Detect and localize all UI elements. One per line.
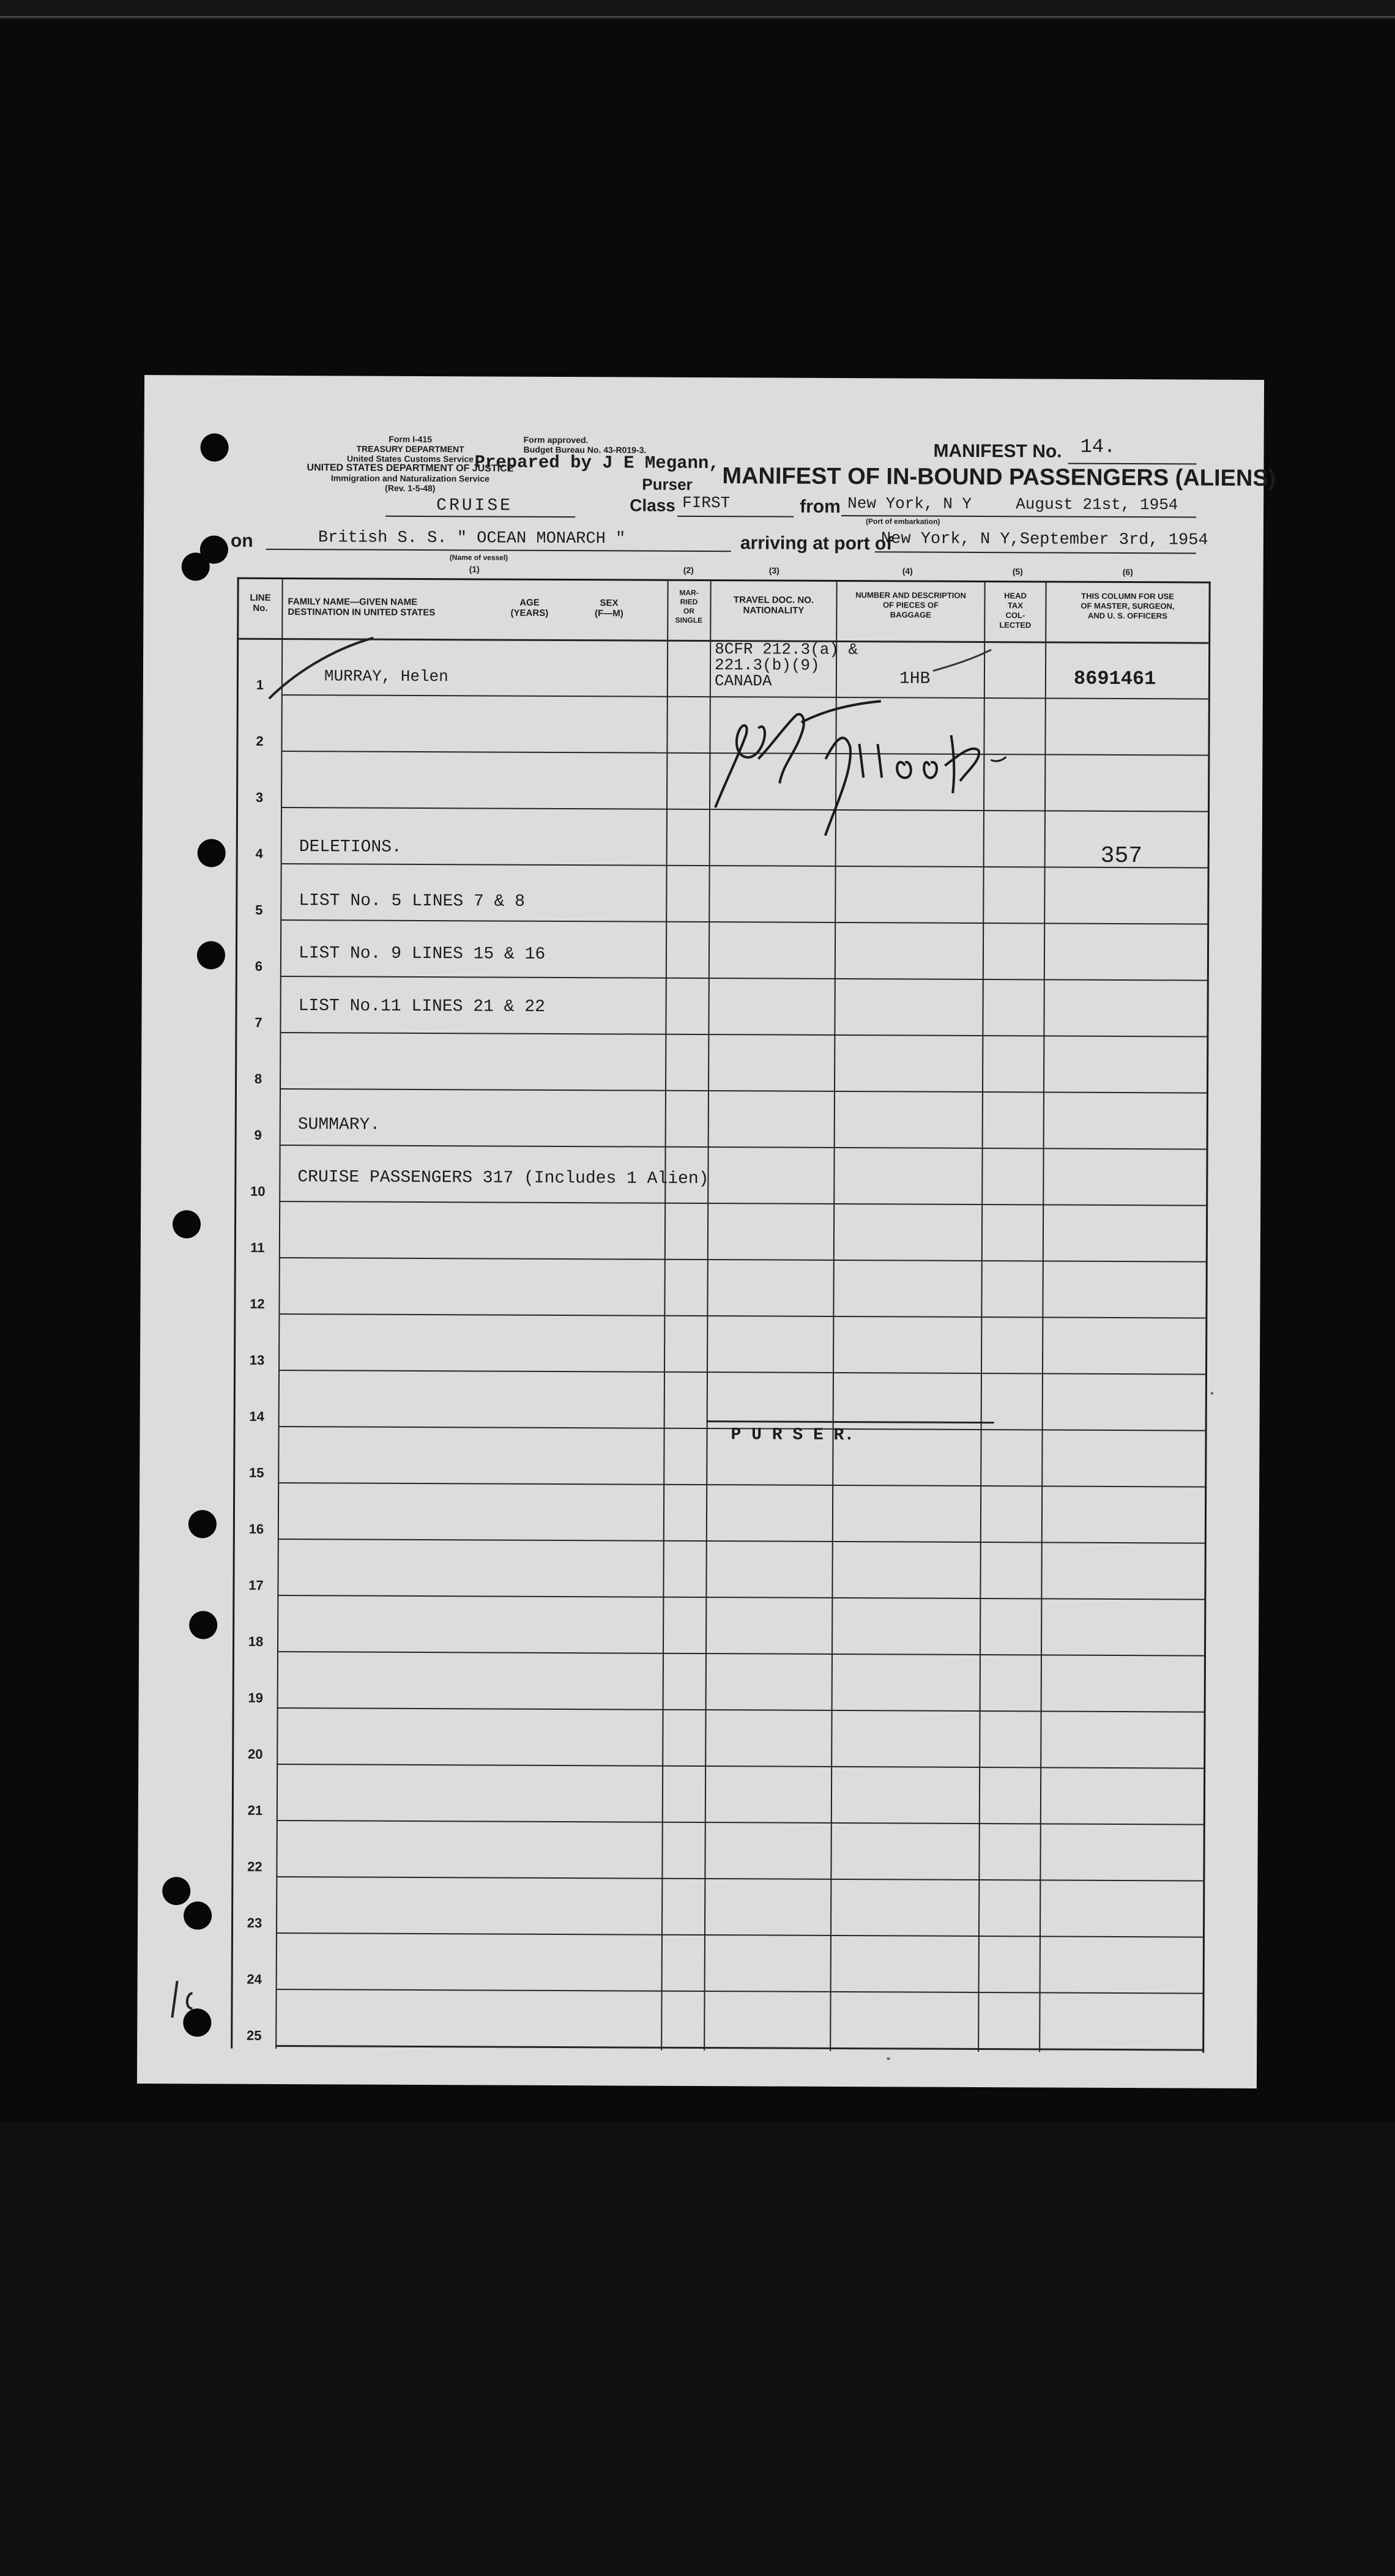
line-number: 13 xyxy=(249,1352,265,1368)
name-header xyxy=(288,596,471,618)
line-number: 25 xyxy=(246,2027,262,2043)
column-number: (5) xyxy=(1012,566,1023,577)
binder-hole xyxy=(162,1877,190,1905)
purser-signature-line xyxy=(707,1420,994,1423)
header-line: OF MASTER, SURGEON, xyxy=(1081,601,1175,611)
travel-document-line: 221.3(b)(9) xyxy=(714,656,820,675)
line-number: 9 xyxy=(254,1127,262,1143)
deletion-entry: LIST No.11 LINES 21 & 22 xyxy=(298,997,545,1017)
scanner-edge xyxy=(0,0,1395,20)
line-number: 1 xyxy=(256,677,264,692)
nationality: CANADA xyxy=(714,672,772,691)
header-line: LECTED xyxy=(999,620,1032,630)
arriving-label: arriving at port of xyxy=(740,533,893,554)
line-number: 3 xyxy=(255,789,264,805)
row-divider xyxy=(280,1032,1207,1037)
travel-document xyxy=(715,641,858,689)
inspector-signature xyxy=(703,685,1046,845)
port-of-embarkation: New York, N Y xyxy=(847,494,972,513)
row-divider xyxy=(277,1820,1203,1825)
arrival-port-date: New York, N Y,September 3rd, 1954 xyxy=(880,530,1208,550)
form-number: Form I-415 xyxy=(389,434,433,445)
row-divider xyxy=(278,1370,1205,1375)
binder-hole xyxy=(189,1611,217,1639)
binder-hole xyxy=(182,552,210,581)
line-number: 18 xyxy=(248,1633,264,1649)
deletion-entry: LIST No. 5 LINES 7 & 8 xyxy=(299,891,526,911)
binder-hole xyxy=(173,1210,201,1238)
summary-heading: SUMMARY. xyxy=(297,1115,381,1135)
summary-entry: CRUISE PASSENGERS 317 (Includes 1 Alien) xyxy=(297,1168,709,1189)
header-line: NUMBER AND DESCRIPTION xyxy=(855,590,966,600)
line-number: 14 xyxy=(249,1408,264,1424)
marital-status-header xyxy=(668,588,710,625)
head-tax-header xyxy=(985,591,1045,630)
header-line: THIS COLUMN FOR USE xyxy=(1081,591,1174,601)
column-number: (3) xyxy=(768,565,779,576)
header-line: LINE xyxy=(250,592,271,603)
header-line: BAGGAGE xyxy=(890,610,932,620)
header-line: TAX xyxy=(1007,601,1024,611)
header-line: SINGLE xyxy=(675,615,703,625)
port-caption: (Port of embarkation) xyxy=(866,517,940,526)
header-line: SEX xyxy=(600,598,619,609)
deletion-entry: LIST No. 9 LINES 15 & 16 xyxy=(298,944,546,964)
passenger-name: MURRAY, Helen xyxy=(324,667,448,686)
row-divider xyxy=(281,863,1208,869)
baggage-count: 1HB xyxy=(899,669,931,689)
line-number: 21 xyxy=(247,1802,263,1818)
header-line: MAR- xyxy=(679,588,699,597)
row-divider xyxy=(278,1539,1205,1544)
deletions-heading: DELETIONS. xyxy=(299,837,402,857)
on-label: on xyxy=(230,530,253,551)
line-number: 11 xyxy=(250,1239,265,1255)
travel-document-line: 8CFR 212.3(a) & xyxy=(715,640,858,659)
line-number: 8 xyxy=(254,1071,262,1086)
header-line: OF PIECES OF xyxy=(882,600,939,610)
line-number: 6 xyxy=(255,958,263,974)
from-label: from xyxy=(800,496,841,517)
column-number: (2) xyxy=(683,565,694,575)
line-number-header xyxy=(239,593,281,614)
class-value: FIRST xyxy=(682,493,731,513)
row-divider xyxy=(280,976,1207,981)
cruise-label: CRUISE xyxy=(436,496,513,516)
header-line: AND U. S. OFFICERS xyxy=(1087,611,1167,621)
line-number: 15 xyxy=(248,1464,264,1480)
baggage-header xyxy=(837,590,984,620)
row-divider xyxy=(277,1595,1204,1600)
line-number: 20 xyxy=(247,1746,263,1762)
prepared-by: Prepared by J E Megann, xyxy=(474,452,720,474)
departure-date: August 21st, 1954 xyxy=(1016,495,1178,514)
row-divider xyxy=(278,1482,1205,1488)
header-line: NATIONALITY xyxy=(743,605,805,616)
row-divider xyxy=(276,1876,1203,1882)
arrival-underline xyxy=(875,551,1196,554)
header-line: AGE xyxy=(519,597,540,608)
binder-hole xyxy=(198,839,226,867)
service-name: United States Customs Service xyxy=(346,453,474,464)
class-label: Class xyxy=(630,496,675,515)
department-name: UNITED STATES DEPARTMENT OF JUSTICE xyxy=(307,462,514,474)
manifest-number-label: MANIFEST No. xyxy=(933,440,1062,462)
header-line: FAMILY NAME—GIVEN NAME xyxy=(288,596,418,607)
line-number: 22 xyxy=(247,1858,262,1874)
purser-signature: P U R S E R. xyxy=(731,1425,855,1446)
header-line: No. xyxy=(253,603,268,614)
binder-hole xyxy=(197,941,225,969)
line-number: 16 xyxy=(248,1521,264,1537)
row-divider xyxy=(278,1313,1205,1319)
line-number: 5 xyxy=(255,902,263,918)
manifest-sheet xyxy=(137,375,1276,2088)
purser-label: Purser xyxy=(642,475,693,494)
margin-handwriting xyxy=(165,1975,214,2024)
row-divider xyxy=(277,1764,1203,1769)
column-number: (6) xyxy=(1122,566,1133,577)
vessel-underline xyxy=(266,549,731,552)
officer-number: 8691461 xyxy=(1073,667,1156,691)
vessel-caption: (Name of vessel) xyxy=(449,553,508,562)
line-number: 24 xyxy=(247,1971,262,1987)
sex-header xyxy=(581,598,636,618)
column-number: (4) xyxy=(902,566,913,576)
vessel-name: British S. S. " OCEAN MONARCH " xyxy=(318,529,626,549)
officer-note: 357 xyxy=(1100,842,1143,870)
row-divider xyxy=(280,919,1207,925)
row-divider xyxy=(280,1145,1207,1150)
department-name: TREASURY DEPARTMENT xyxy=(356,444,464,455)
row-divider xyxy=(277,1707,1204,1713)
header-line: TRAVEL DOC. NO. xyxy=(733,595,814,606)
row-divider xyxy=(279,1257,1206,1263)
row-divider xyxy=(276,1932,1203,1938)
manifest-number-value: 14. xyxy=(1080,435,1116,458)
revision-date: (Rev. 1-5-48) xyxy=(385,483,436,494)
paper-speck xyxy=(887,2057,890,2060)
tick-mark xyxy=(930,644,997,680)
line-number: 23 xyxy=(247,1915,262,1931)
line-number: 12 xyxy=(250,1296,265,1312)
line-number: 2 xyxy=(256,733,264,749)
line-number: 10 xyxy=(250,1183,266,1199)
row-divider xyxy=(279,1201,1206,1206)
header-line: RIED xyxy=(680,597,698,606)
header-line: COL- xyxy=(1005,611,1025,620)
header-line: OR xyxy=(683,606,694,615)
service-name: Immigration and Naturalization Service xyxy=(330,473,489,484)
officers-header xyxy=(1046,591,1208,621)
binder-hole xyxy=(200,433,228,461)
travel-doc-header xyxy=(711,595,836,616)
class-underline xyxy=(677,516,794,518)
header-line: (YEARS) xyxy=(510,607,549,618)
passenger-table xyxy=(231,577,1210,2053)
line-number: 19 xyxy=(248,1690,263,1706)
approval-line: Budget Bureau No. 43-R019-3. xyxy=(523,444,647,455)
check-mark xyxy=(263,625,411,711)
cruise-underline xyxy=(385,516,575,518)
scan-background xyxy=(0,2123,1395,2576)
age-header xyxy=(502,598,557,618)
approval-line: Form approved. xyxy=(523,434,589,445)
approval-note xyxy=(524,435,647,455)
header-line: HEAD xyxy=(1004,591,1027,601)
header-line: DESTINATION IN UNITED STATES xyxy=(288,607,436,618)
paper-speck xyxy=(1211,1392,1213,1395)
header-line: (F—M) xyxy=(595,608,623,619)
line-number: 17 xyxy=(248,1577,264,1593)
row-divider xyxy=(277,1651,1204,1657)
line-number: 4 xyxy=(255,845,263,861)
row-divider xyxy=(280,1088,1207,1094)
binder-hole xyxy=(184,1901,212,1929)
line-number: 7 xyxy=(255,1014,262,1030)
column-number: (1) xyxy=(469,564,480,574)
row-divider xyxy=(276,1989,1203,1994)
binder-hole xyxy=(188,1510,217,1538)
manifest-title: MANIFEST OF IN-BOUND PASSENGERS (ALIENS) xyxy=(722,463,1276,492)
row-divider xyxy=(275,2045,1202,2051)
